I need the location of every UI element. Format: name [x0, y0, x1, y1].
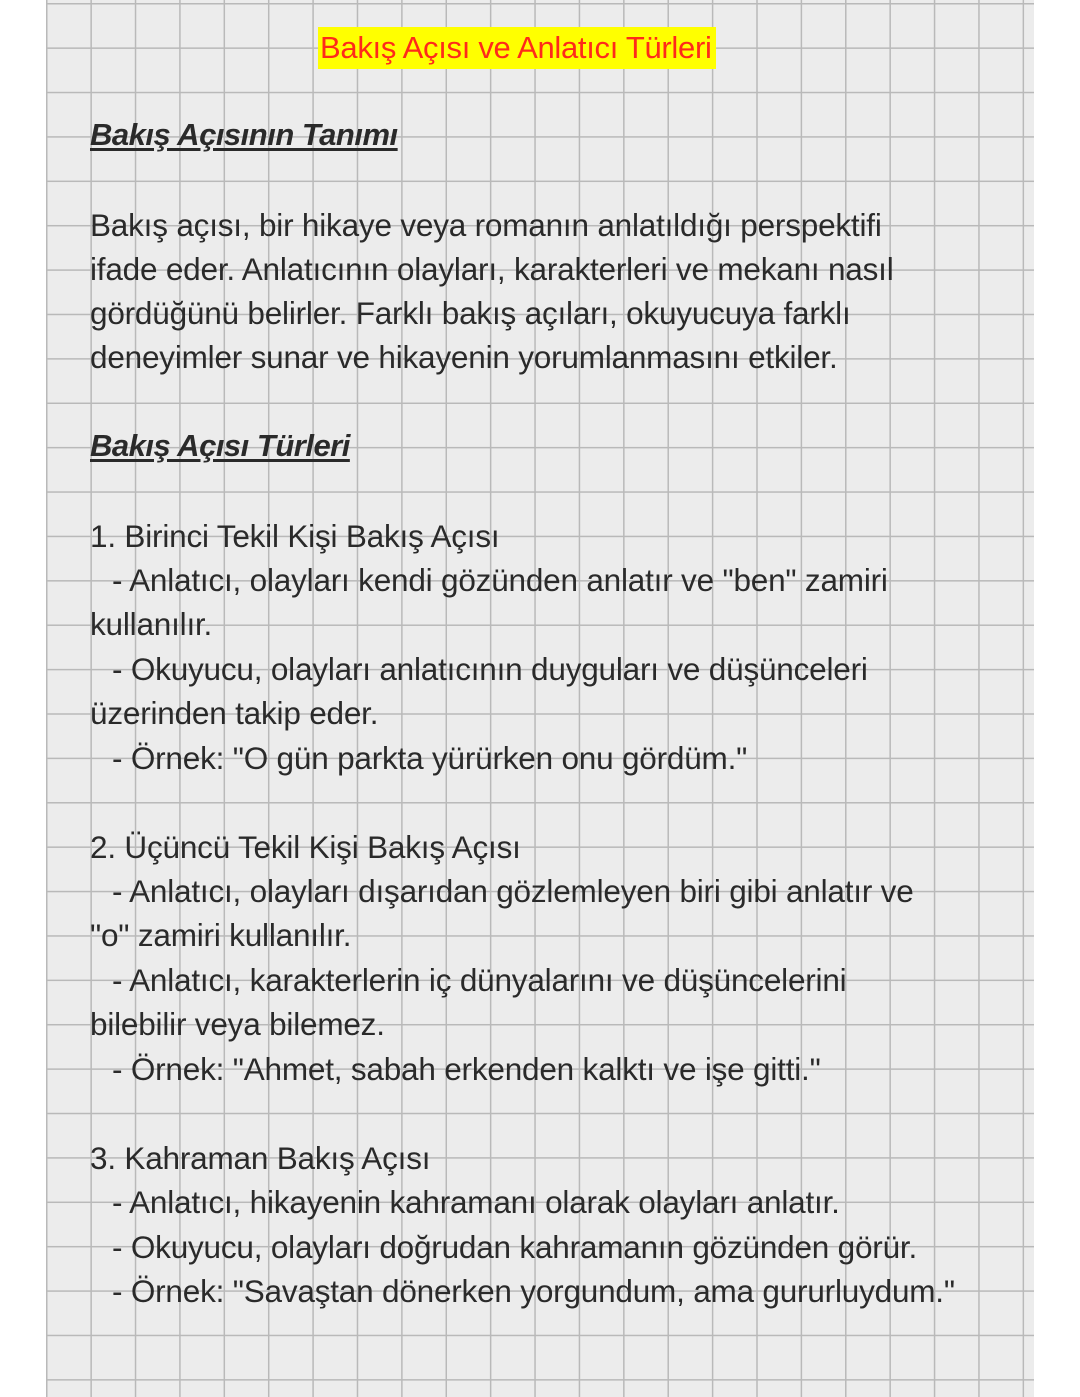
page-title: Bakış Açısı ve Anlatıcı Türleri	[318, 27, 716, 69]
type-example: - Örnek: "O gün parkta yürürken onu gördüm."	[112, 740, 748, 776]
type-title-first-person: 1. Birinci Tekil Kişi Bakış Açısı	[90, 518, 500, 554]
type-bullet: - Anlatıcı, olayları kendi gözünden anlatır ve "ben" zamiri	[112, 562, 888, 598]
type-bullet-continuation: üzerinden takip eder.	[90, 695, 379, 731]
type-bullet-continuation: bilebilir veya bilemez.	[90, 1006, 385, 1042]
definition-line: gördüğünü belirler. Farklı bakış açıları, okuyucuya farklı	[90, 295, 851, 331]
definition-line: deneyimler sunar ve hikayenin yorumlanmasını etkiler.	[90, 339, 838, 375]
section-heading-definition: Bakış Açısının Tanımı	[90, 117, 398, 152]
type-bullet-continuation: "o" zamiri kullanılır.	[90, 917, 352, 953]
type-bullet-continuation: kullanılır.	[90, 606, 213, 642]
type-example: - Örnek: "Savaştan dönerken yorgundum, ama gururluydum."	[112, 1273, 955, 1309]
type-bullet: - Okuyucu, olayları anlatıcının duyguları ve düşünceleri	[112, 651, 868, 687]
type-bullet: - Anlatıcı, hikayenin kahramanı olarak olayları anlatır.	[112, 1184, 840, 1220]
type-title-third-person: 2. Üçüncü Tekil Kişi Bakış Açısı	[90, 829, 521, 865]
type-bullet: - Anlatıcı, karakterlerin iç dünyalarını ve düşüncelerini	[112, 962, 847, 998]
type-title-hero: 3. Kahraman Bakış Açısı	[90, 1140, 431, 1176]
type-example: - Örnek: "Ahmet, sabah erkenden kalktı ve işe gitti."	[112, 1051, 821, 1087]
section-heading-types: Bakış Açısı Türleri	[90, 428, 350, 463]
type-bullet: - Okuyucu, olayları doğrudan kahramanın gözünden görür.	[112, 1229, 918, 1265]
type-bullet: - Anlatıcı, olayları dışarıdan gözlemleyen biri gibi anlatır ve	[112, 873, 914, 909]
definition-line: Bakış açısı, bir hikaye veya romanın anlatıldığı perspektifi	[90, 207, 882, 243]
definition-line: ifade eder. Anlatıcının olayları, karakterleri ve mekanı nasıl	[90, 251, 894, 287]
